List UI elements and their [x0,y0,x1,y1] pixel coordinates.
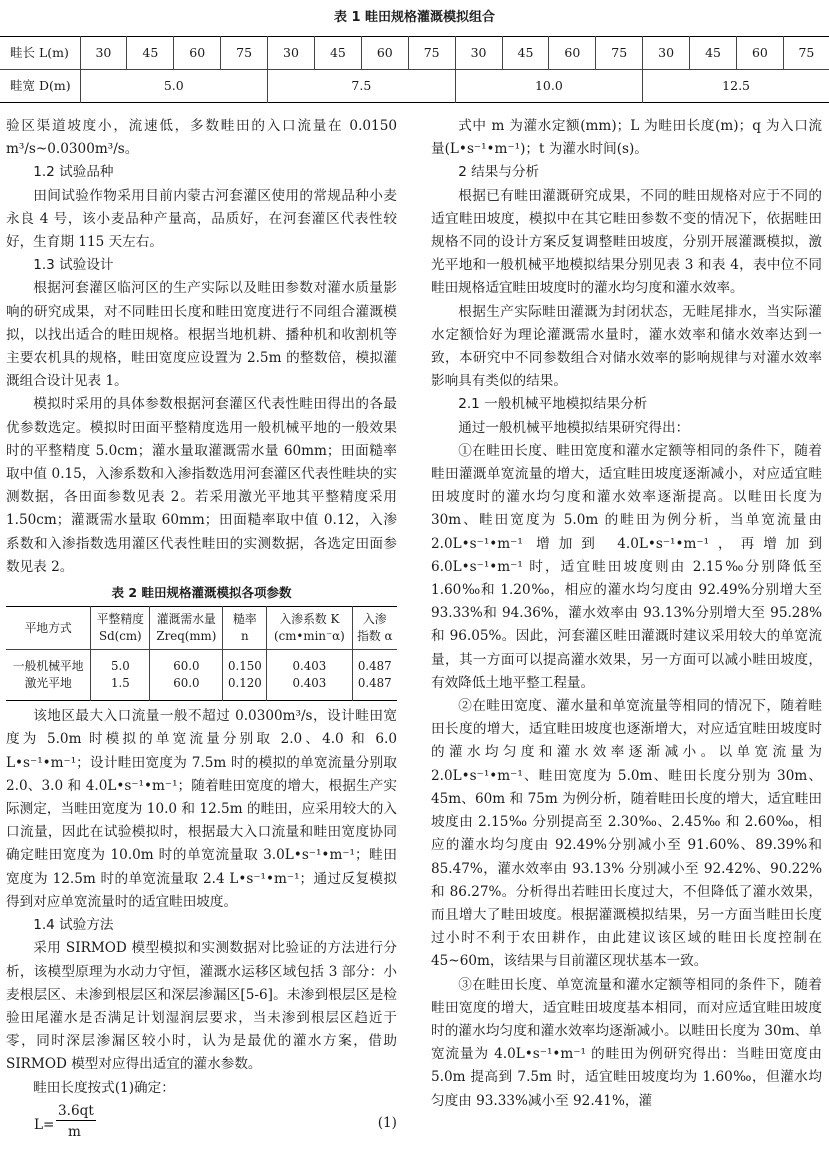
table2-cell: 激光平地 [6,675,91,701]
table1-cell: 5.0 [80,70,268,103]
table2-cell: 一般机械平地 [6,650,91,676]
table2-header-cell [267,607,352,650]
table1-cell: 75 [783,37,829,70]
table2-header-text: Zreq(mm) [156,629,217,644]
table2-header-text: 入渗 [362,612,387,627]
table2-header-cell [352,607,397,650]
table1-cell: 60 [549,37,596,70]
table2-header-text: 入渗系数 K [279,612,340,627]
table1-cell: 30 [643,37,690,70]
table2-header-text: 平整精度 [96,612,144,627]
table1-cell: 10.0 [455,70,643,103]
section-heading: 2 结果与分析 [458,164,540,181]
table1-cell: 60 [736,37,783,70]
table1-cell: 30 [80,37,127,70]
table2-header-text: 灌溉需水量 [156,612,216,627]
table1-cell: 7.5 [268,70,456,103]
table1-caption: 表 1 畦田规格灌溉模拟组合 [333,10,496,25]
paragraph: 该地区最大入口流量一般不超过 0.0300m³/s，设计畦田宽度为 5.0m 时模拟的单宽流量分别取 2.0、4.0 和 6.0 L•s⁻¹•m⁻¹；设计畦田宽度为 7.5m 时的模拟的单宽流量分别取 2.0、3.0 和 4.0L•s⁻¹•m⁻¹；随着畦田宽度的增大，根据生产实际测定，当畦田宽度为 10.0 和 12.5m 的畦田，应采用较大的入口流量，因此在试验模拟时，根据最大入口流量和畦田宽度协同确定畦田宽度为 10.0m 时的单宽流量取 3.0L•s⁻¹•m⁻¹；畦田宽度为 12.5m 时的单宽流量取 2.4 L•s⁻¹•m⁻¹；通过反复模拟得到对应单宽流量时的适宜畦田坡度。 [6,708,397,910]
table1-cell: 30 [268,37,315,70]
paragraph: ①在畦田长度、畦田宽度和灌水定额等相同的条件下，随着畦田灌溉单宽流量的增大，适宜畦田坡度逐渐减小，对应适宜畦田坡度时的灌水均匀度和灌水效率逐渐提高。以畦田长度为 30m、畦田宽度为 5.0m 的畦田为例分析，当单宽流量由 2.0L•s⁻¹•m⁻¹ 增加到 4.0L•s⁻¹•m⁻¹，再增加到 6.0L•s⁻¹•m⁻¹ 时，适宜畦田坡度则由 2.15‰分别降低至 1.60‰和 1.20‰，相应的灌水均匀度由 92.49%分别增大至 93.33%和 94.36%，灌水效率由 93.13%分别增大至 95.28% 和 96.05%。因此，河套灌区畦田灌溉时建议采用较大的单宽流量，其一方面可以提高灌水效果，另一方面可以减小畦田坡度，有效降低土地平整工程量。 [431,442,822,691]
right-column [431,115,822,1113]
paragraph: 采用 SIRMOD 模型模拟和实测数据对比验证的方法进行分析，该模型原理为水动力守恒，灌溉水运移区域包括 3 部分：小麦根层区、未渗到根层区和深层渗漏区[5-6]。未渗到根层区是检验田尾灌水是否满足计划湿润层要求，当未渗到根层区趋近于零，同时深层渗漏区较小时，认为是最优的灌水方案，借助 SIRMOD 模型对应得出适宜的灌水参数。 [6,940,397,1073]
formula-numerator: 3.6qt [58,1102,94,1119]
table1-row-length [0,37,829,70]
table2-header-text: 糙率 [233,612,257,627]
paragraph: ②在畦田宽度、灌水量和单宽流量等相同的情况下，随着畦田长度的增大，适宜畦田坡度也逐渐增大，对应适宜畦田坡度时的灌水均匀度和灌水效率逐渐减小。以单宽流量为 2.0L•s⁻¹•m⁻¹、畦田宽度为 5.0m、畦田长度分别为 30m、45m、60m 和 75m 为例分析，随着畦田长度的增大，适宜畦田坡度由 2.15‰ 分别提高至 2.30‰、2.45‰ 和 2.60‰，相应的灌水均匀度由 92.49%分别减小至 91.60%、89.39%和 85.47%，灌水效率由 93.13% 分别减小至 92.42%、90.22%和 86.27%。分析得出若畦田长度过大，不但降低了灌水效果，而且增大了畦田坡度。根据灌溉模拟结果，另一方面当畦田长度过小时不利于农田耕作，由此建议该区域的畦田长度控制在 45~60m，该结果与目前灌区现状基本一致。 [431,698,822,970]
formula-lhs: L= [34,1116,55,1133]
table2-cell: 0.150 [223,650,267,676]
table1-cell: 60 [174,37,221,70]
table2-header [6,607,397,650]
table1-cell: 75 [596,37,643,70]
table2-header-cell [91,607,150,650]
paragraph: 畦田长度按式(1)确定： [33,1079,175,1096]
table2-header-text: 指数 α [357,629,393,644]
table2 [6,606,397,701]
table2-header-text: Sd(cm) [99,629,142,644]
paragraph: 根据生产实际畦田灌溉为封闭状态，无畦尾排水，当实际灌水定额恰好为理论灌溉需水量时，灌水效率和储水效率达到一致，本研究中不同参数组合对储水效率的影响规律与对灌水效率影响具有类似的结果。 [431,303,822,390]
table1-cell: 60 [361,37,408,70]
table2-cell: 0.403 [267,650,352,676]
paragraph: 田间试验作物采用目前内蒙古河套灌区使用的常规品种小麦永良 4 号，该小麦品种产量高，品质好，在河套灌区代表性较好，生育期 115 天左右。 [6,187,397,251]
section-heading: 1.3 试验设计 [33,257,114,274]
section-heading: 1.2 试验品种 [33,164,114,181]
table1-cell: 12.5 [722,78,751,94]
left-column [6,115,397,1144]
table2-cell: 5.0 [91,650,150,676]
paragraph: 模拟时采用的具体参数根据河套灌区代表性畦田得出的各最优参数选定。模拟时田面平整精度选用一般机械平地的一般效果时的平整精度 5.0cm；灌水量取灌溉需水量 60mm；田面糙率取中值 0.15，入渗系数和入渗指数选用河套灌区代表性畦块的实测数据，各田面参数见表 2。若采用激光平地其平整精度采用 1.50cm；灌溉需水量取 60mm；田面糙率取中值 0.12，入渗系数和入渗指数选用灌区代表性畦田的实测数据，各选定田面参数见表 2。 [6,396,397,575]
table2-header-text: (cm•min⁻α) [274,629,345,644]
table1-cell: 45 [502,37,549,70]
table-row [6,650,397,676]
paragraph: ③在畦田长度、单宽流量和灌水定额等相同的条件下，随着畦田宽度的增大，适宜畦田坡度基本相同，而对应适宜畦田坡度时的灌水均匀度和灌水效率均逐渐减小。以畦田长度为 30m、单宽流量为 4.0L•s⁻¹•m⁻¹ 的畦田为例研究得出：当畦田宽度由 5.0m 提高到 7.5m 时，适宜畦田坡度均为 1.60‰，但灌水均匀度由 93.33%减小至 92.41%，灌 [431,976,822,1109]
table2-cell: 0.403 [267,675,352,701]
table1-cell: 45 [127,37,174,70]
paragraph: 通过一般机械平地模拟结果研究得出： [458,419,690,436]
table2-header-cell [223,607,267,650]
table1 [0,36,829,103]
table1-cell: 75 [221,37,268,70]
table1-cell: 30 [455,37,502,70]
table2-caption: 表 2 畦田规格灌溉模拟各项参数 [111,585,292,601]
table2-cell: 1.5 [91,675,150,701]
table2-header-text: n [241,629,249,644]
table1-cell: 75 [408,37,455,70]
paragraph: 根据已有畦田灌溉研究成果，不同的畦田规格对应于不同的适宜畦田坡度，模拟中在其它畦田参数不变的情况下，依据畦田规格不同的设计方案反复调整畦田坡度，分别开展灌溉模拟，激光平地和一般机械平地模拟结果分别见表 3 和表 4，表中位不同畦田规格适宜畦田坡度时的灌水均匀度和灌水效率。 [431,187,822,297]
table2-cell: 0.120 [223,675,267,701]
table2-cell: 0.487 [357,676,392,691]
table1-cell: 45 [314,37,361,70]
section-heading: 1.4 试验方法 [33,917,114,934]
table2-header-cell [150,607,223,650]
table1-row-width [0,70,829,103]
table2-header-cell: 平地方式 [6,607,91,650]
paragraph: 根据河套灌区临河区的生产实际以及畦田参数对灌水质量影响的研究成果，对不同畦田长度和畦田宽度进行不同组合灌溉模拟，以找出适合的畦田规格。根据当地机耕、播种机和收割机等主要农机具的规格，畦田宽度应设置为 2.5m 的整数倍，模拟灌溉组合设计见表 1。 [6,280,397,390]
section-heading: 2.1 一般机械平地模拟结果分析 [458,396,648,413]
paragraph: 式中 m 为灌水定额(mm)；L 为畦田长度(m)；q 为入口流量(L•s⁻¹•m⁻¹)；t 为灌水时间(s)。 [431,118,822,158]
table-row [6,675,397,701]
formula-1 [6,1104,397,1144]
table1-row-label: 畦长 L(m) [0,37,80,70]
table1-row-label: 畦宽 D(m) [0,70,80,103]
table2-cell: 60.0 [150,650,223,676]
table2-cell: 0.487 [357,659,392,674]
equation-number: (1) [377,1114,397,1131]
table2-cell: 60.0 [150,675,223,701]
formula-denominator: m [68,1123,81,1140]
table1-cell: 45 [690,37,737,70]
paragraph: 验区渠道坡度小，流速低，多数畦田的入口流量在 0.0150 m³/s~0.0300m³/s。 [6,118,397,158]
